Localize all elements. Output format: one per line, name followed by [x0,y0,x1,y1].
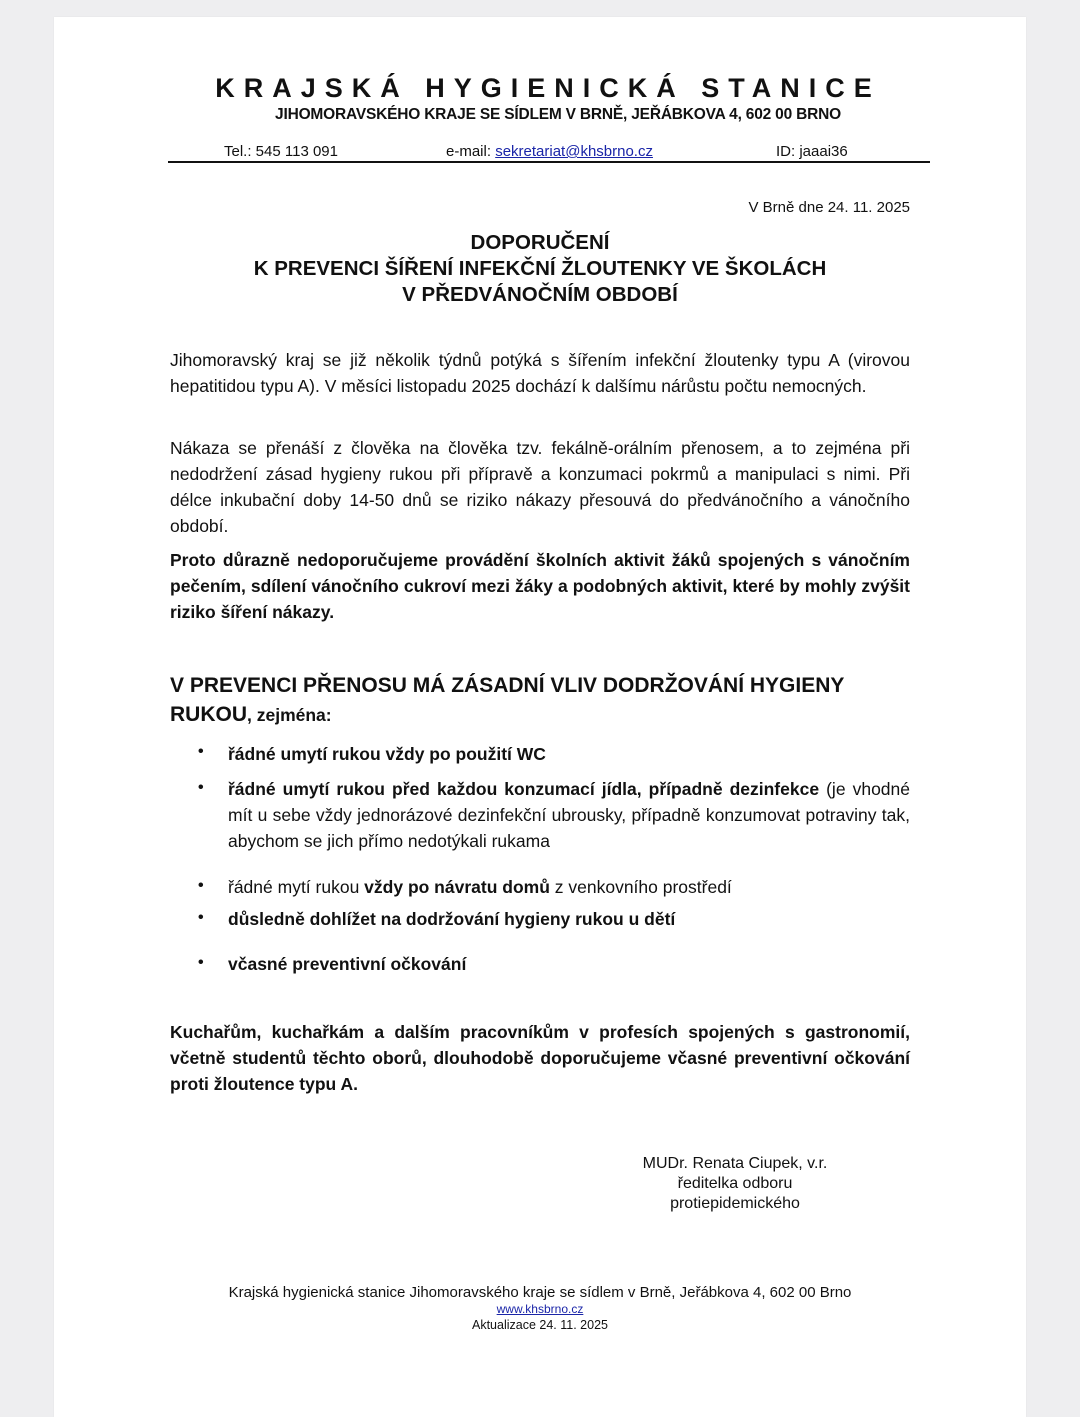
organization-name: KRAJSKÁ HYGIENICKÁ STANICE [215,73,881,103]
signatory-name: MUDr. Renata Ciupek, v.r. [642,1155,828,1172]
list-item: řádné umytí rukou vždy po použití WC [228,744,546,764]
bullet-icon: • [198,909,204,926]
bullet-icon: • [198,779,204,796]
title-line-2: K PREVENCI ŠÍŘENÍ INFEKČNÍ ŽLOUTENKY VE ŠKOLÁCH [253,257,827,280]
footer-website [0,1302,1080,1317]
footer-address: Krajská hygienická stanice Jihomoravského kraje se sídlem v Brně, Jeřábkova 4, 602 00 Brno [228,1284,852,1301]
document-date: V Brně dne 24. 11. 2025 [748,199,910,216]
website-link[interactable]: www.khsbrno.cz [496,1302,584,1316]
document-title [0,230,1080,308]
email-label: e-mail: [446,143,496,160]
paragraph-recommendation: Proto důrazně nedoporučujeme provádění školních aktivit žáků spojených s vánočním pečením, sdílení vánočního cukroví mezi žáky a podobných aktivit, které by mohly zvýšit riziko šíření nákazy. [170,550,910,622]
signatory-department: protiepidemického [670,1195,800,1212]
section-heading-text: V PREVENCI PŘENOSU MÁ ZÁSADNÍ VLIV DODRŽOVÁNÍ HYGIENY RUKOU [170,674,845,726]
bullet-icon: • [198,743,204,760]
email-line [446,143,653,161]
paragraph-closing: Kuchařům, kuchařkám a dalším pracovníkům v profesích spojených s gastronomií, včetně studentů těchto oborů, dlouhodobě doporučujeme včasné preventivní očkování proti žloutence typu A. [170,1022,910,1094]
signatory-role: ředitelka odboru [677,1175,793,1192]
footer-updated: Aktualizace 24. 11. 2025 [472,1318,608,1332]
paragraph-transmission: Nákaza se přenáší z člověka na člověka tzv. fekálně-orálním přenosem, a to zejména při nedodržení zásad hygieny rukou při přípravě a konzumaci pokrmů a manipulaci s nimi. Při délce inkubační doby 14-50 dnů se riziko nákazy přesouvá do předvánočního a vánočního období. [170,438,910,536]
databox-id: ID: jaaai36 [776,143,848,160]
organization-address: JIHOMORAVSKÉHO KRAJE SE SÍDLEM V BRNĚ, JEŘÁBKOVA 4, 602 00 BRNO [275,106,841,123]
list-item: důsledně dohlížet na dodržování hygieny rukou u dětí [228,909,676,929]
phone-number: Tel.: 545 113 091 [224,143,338,160]
section-heading-suffix: , zejména: [247,705,332,725]
title-line-1: DOPORUČENÍ [470,231,610,254]
list-item: řádné mytí rukou vždy po návratu domů z venkovního prostředí [228,877,732,897]
bullet-icon: • [198,877,204,894]
list-item: včasné preventivní očkování [228,954,467,974]
list-item: řádné umytí rukou před každou konzumací jídla, případně dezinfekce (je vhodné mít u sebe vždy jednorázové dezinfekční ubrousky, případně konzumovat potraviny tak, abychom se jich přímo nedotýkali rukama [228,779,910,851]
title-line-3: V PŘEDVÁNOČNÍM OBDOBÍ [402,283,678,306]
email-link[interactable]: sekretariat@khsbrno.cz [495,143,653,160]
signature-block [600,1154,870,1214]
section-heading [170,671,915,730]
header-divider [168,161,930,163]
bullet-icon: • [198,954,204,971]
paragraph-intro: Jihomoravský kraj se již několik týdnů potýká s šířením infekční žloutenky typu A (virovou hepatitidou typu A). V měsíci listopadu 2025 dochází k dalšímu nárůstu počtu nemocných. [170,350,910,396]
